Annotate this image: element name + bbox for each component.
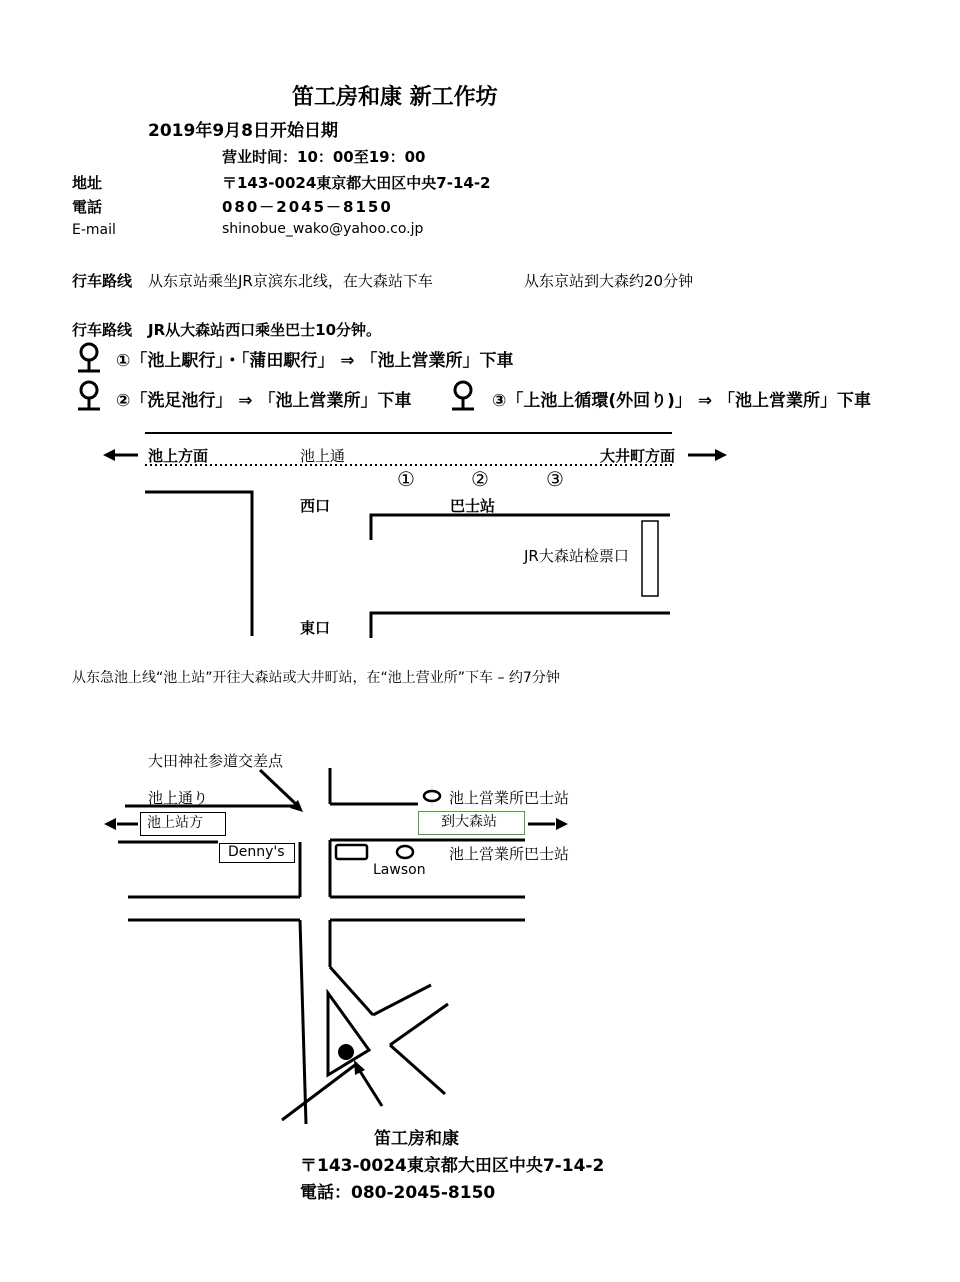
map2-to-ikegami: 池上站方 — [140, 812, 226, 836]
bus-stop-icon — [452, 382, 474, 409]
map1-stop-1: ① — [397, 467, 415, 491]
email-value[interactable]: shinobue_wako@yahoo.co.jp — [222, 221, 424, 237]
map1-ticket-gate: JR大森站检票口 — [524, 547, 629, 565]
route2-label: 行车路线 — [72, 321, 133, 339]
phone-value: 080－2045－8150 — [222, 198, 393, 216]
bus-stop-icon — [78, 344, 100, 371]
business-hours: 营业时间：10：00至19：00 — [222, 148, 426, 166]
address-value: 〒143-0024東京都大田区中央7-14-2 — [222, 174, 491, 192]
bus-route-3: ③「上池上循環(外回り)」 ⇒ 「池上営業所」下車 — [492, 391, 872, 411]
bus-stop-icon — [78, 382, 100, 409]
phone-label: 電話 — [72, 198, 103, 216]
map1-west-exit: 西口 — [300, 497, 331, 515]
route2-text: JR从大森站西口乘坐巴士10分钟。 — [148, 321, 382, 339]
map2-to-omori: 到大森站 — [418, 811, 525, 835]
map2-lawson: Lawson — [373, 862, 426, 878]
address-label: 地址 — [72, 174, 103, 192]
map1-left-direction: 池上方面 — [148, 447, 209, 465]
route1-time: 从东京站到大森约20分钟 — [524, 272, 694, 290]
bus-route-2: ②「洗足池行」 ⇒ 「池上営業所」下車 — [116, 391, 412, 411]
map1-right-direction: 大井町方面 — [600, 447, 676, 465]
route1-label: 行车路线 — [72, 272, 133, 290]
map2-bus-stop-north: 池上営業所巴士站 — [449, 789, 570, 807]
footer-name: 笛工房和康 — [374, 1129, 459, 1149]
map1-east-exit: 東口 — [300, 619, 331, 637]
map1-stop-3: ③ — [546, 467, 564, 491]
map1-street: 池上通 — [300, 447, 346, 465]
footer-phone: 電話：080-2045-8150 — [300, 1183, 496, 1203]
route1-text: 从东京站乘坐JR京滨东北线，在大森站下车 — [148, 272, 433, 290]
map2-bus-stop-south: 池上営業所巴士站 — [449, 845, 570, 863]
map2-dennys: Denny's — [219, 843, 295, 863]
start-date: 2019年9月8日开始日期 — [148, 121, 338, 141]
bus-route-1: ①「池上駅行」・「蒲田駅行」 ⇒ 「池上営業所」下車 — [116, 351, 514, 371]
tokyu-line-note: 从东急池上线“池上站”开往大森站或大井町站，在“池上营业所”下车 – 约7分钟 — [72, 670, 560, 686]
map1-stop-2: ② — [471, 467, 489, 491]
email-label: E-mail — [72, 222, 116, 238]
map2-intersection: 大田神社参道交差点 — [148, 752, 284, 770]
page-title: 笛工房和康 新工作坊 — [292, 85, 498, 110]
map2-street: 池上通り — [148, 789, 209, 807]
map1-bus-station: 巴士站 — [450, 497, 496, 515]
footer-address: 〒143-0024東京都大田区中央7-14-2 — [300, 1156, 605, 1176]
